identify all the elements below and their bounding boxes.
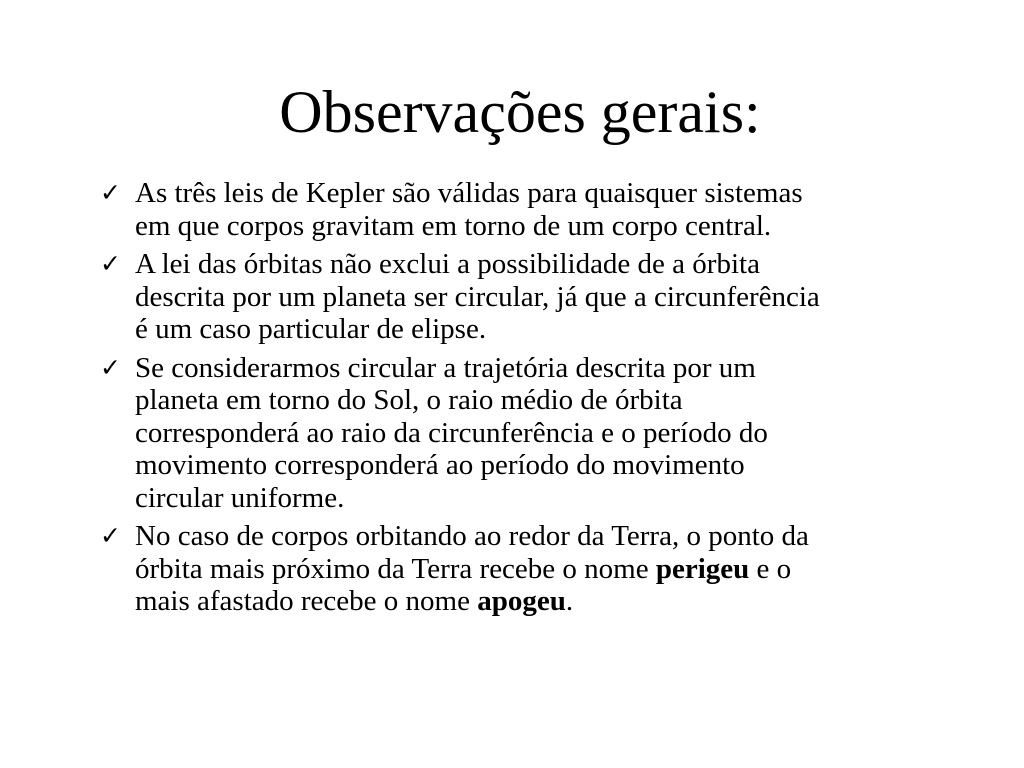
bullet-text-segment: . <box>565 585 574 617</box>
check-mark-icon: ✓ <box>100 352 121 382</box>
bullet-text-line: é um caso particular de elipse. <box>135 313 487 345</box>
bullet-text-line: movimento corresponderá ao período do movimento <box>135 449 745 481</box>
bullet-text-line <box>135 585 950 618</box>
check-mark-icon: ✓ <box>100 249 121 278</box>
bullet-text-line: descrita por um planeta ser circular, já que a circunferência <box>135 280 820 313</box>
term-apogee: apogeu <box>477 585 566 617</box>
bullet-text-line: corresponderá ao raio da circunferência e o período do <box>135 416 768 449</box>
bullet-text-line: A lei das órbitas não exclui a possibilidade de a órbita <box>135 248 760 280</box>
bullet-text-line: em que corpos gravitam em torno de um corpo central. <box>135 209 772 242</box>
bullet-item-circular-orbit <box>100 352 950 515</box>
check-mark-icon: ✓ <box>100 178 121 207</box>
bullet-text-line: Se considerarmos circular a trajetória descrita por um <box>135 351 756 384</box>
bullet-text-line: As três leis de Kepler são válidas para quaisquer sistemas <box>135 177 803 209</box>
term-perigee: perigeu <box>655 552 750 585</box>
bullet-item-orbit-law <box>100 248 950 346</box>
bullet-item-perigee-apogee <box>100 520 950 618</box>
bullet-text-line: circular uniforme. <box>135 481 345 514</box>
bullet-text-segment: mais afastado recebe o nome <box>135 585 478 617</box>
bullet-text-segment: e o <box>749 552 792 585</box>
bullet-list <box>100 177 950 624</box>
bullet-text-segment: órbita mais próximo da Terra recebe o nome <box>135 552 656 585</box>
bullet-item-kepler-laws <box>100 177 950 242</box>
bullet-text-line <box>135 553 950 586</box>
bullet-text-line: No caso de corpos orbitando ao redor da Terra, o ponto da <box>135 520 809 552</box>
bullet-text-line: planeta em torno do Sol, o raio médio de órbita <box>135 384 683 416</box>
slide-title: Observações gerais: <box>279 79 761 145</box>
check-mark-icon: ✓ <box>100 521 121 550</box>
